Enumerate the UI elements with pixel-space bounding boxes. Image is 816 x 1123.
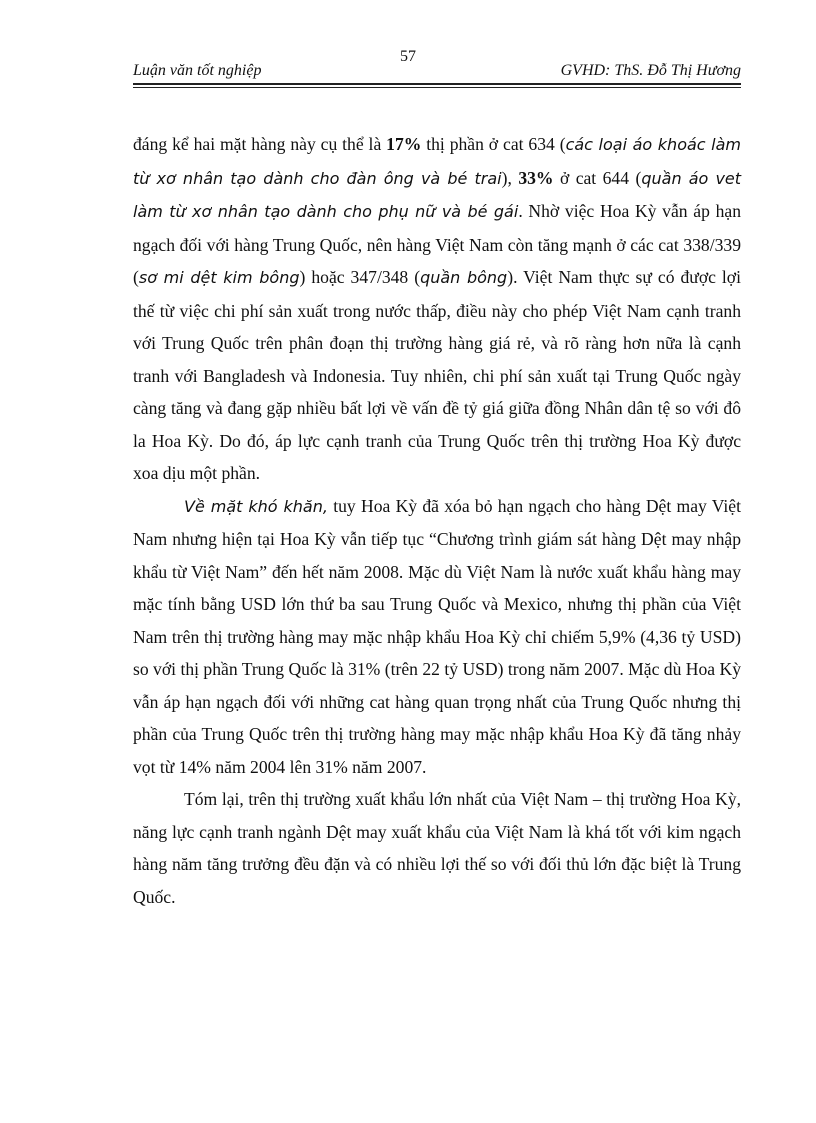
paragraph-1-bold: 17% xyxy=(386,134,422,154)
paragraph-2 xyxy=(133,490,741,784)
header-thesis-title: Luận văn tốt nghiệp xyxy=(133,62,262,79)
paragraph-2-text: tuy Hoa Kỳ đã xóa bỏ hạn ngạch cho hàng Dệt may Việt Nam nhưng hiện tại Hoa Kỳ vẫn tiếp tục “Chương trình giám sát hàng Dệt may nhập khẩu từ Việt Nam” đến hết năm 2008. Mặc dù Việt Nam là nước xuất khẩu hàng may mặc tính bằng USD lớn thứ ba sau Trung Quốc và Mexico, nhưng thị phần của Việt Nam trên thị trường hàng may mặc nhập khẩu Hoa Kỳ chỉ chiếm 5,9% (4,36 tỷ USD) so với thị phần Trung Quốc là 31% (trên 22 tỷ USD) trong năm 2007. Mặc dù Hoa Kỳ vẫn áp hạn ngạch đối với những cat hàng quan trọng nhất của Trung Quốc nhưng thị phần của Trung Quốc trên thị trường hàng may mặc nhập khẩu Hoa Kỳ đã tăng nhảy vọt từ 14% năm 2004 lên 31% năm 2007. xyxy=(133,495,742,777)
paragraph-2-italic-lead: Về mặt khó khăn, xyxy=(184,496,328,516)
page-number: 57 xyxy=(400,48,416,65)
paragraph-1-text: đáng kể hai mặt hàng này cụ thể là xyxy=(133,134,387,154)
paragraph-1-italic: sơ mi dệt kim bông xyxy=(138,268,300,287)
paragraph-1 xyxy=(133,128,741,490)
paragraph-1-text: ). Việt Nam thực sự có được lợi thế từ việc chi phí sản xuất trong nước thấp, điều này cho phép Việt Nam cạnh tranh với Trung Quốc trên phân đoạn thị trường hàng giá rẻ, và rõ ràng hơn nữa là cạnh tranh với Bangladesh và Indonesia. Tuy nhiên, chi phí sản xuất tại Trung Quốc ngày càng tăng và đang gặp nhiều bất lợi về vấn đề tỷ giá giữa đồng Nhân dân tệ so với đô la Hoa Kỳ. Do đó, áp lực cạnh tranh của Trung Quốc trên thị trường Hoa Kỳ được xoa dịu một phần. xyxy=(133,267,741,483)
paragraph-1-text: ), xyxy=(501,167,519,188)
header-advisor: GVHD: ThS. Đỗ Thị Hương xyxy=(560,62,741,79)
header-rule-thin xyxy=(133,87,741,88)
header-rule xyxy=(133,83,741,85)
document-body xyxy=(133,128,741,913)
page-header xyxy=(133,62,741,82)
paragraph-1-text: . Nhờ việc Hoa Kỳ vẫn áp hạn ngạch đối với hàng Trung Quốc, nên hàng Việt Nam còn tăng mạnh ở các cat 338/339 ( xyxy=(133,201,741,287)
paragraph-3 xyxy=(133,783,741,913)
paragraph-1-text: ở cat 644 ( xyxy=(553,167,642,188)
paragraph-1-text: thị phần ở cat 634 ( xyxy=(421,134,566,154)
paragraph-1-bold: 33% xyxy=(518,167,554,188)
paragraph-1-italic: quần áo vet làm từ xơ nhân tạo dành cho phụ nữ và bé gái xyxy=(133,168,742,221)
paragraph-1-text: ) hoặc 347/348 ( xyxy=(299,267,421,287)
paragraph-1-italic: quần bông xyxy=(420,268,508,287)
paragraph-3-text: Tóm lại, trên thị trường xuất khẩu lớn nhất của Việt Nam – thị trường Hoa Kỳ, năng lực cạnh tranh ngành Dệt may xuất khẩu của Việt Nam là khá tốt với kim ngạch hàng năm tăng trưởng đều đặn và có nhiều lợi thế so với đối thủ lớn đặc biệt là Trung Quốc. xyxy=(133,789,741,907)
paragraph-1-italic: các loại áo khoác làm từ xơ nhân tạo dành cho đàn ông và bé trai xyxy=(133,135,742,188)
